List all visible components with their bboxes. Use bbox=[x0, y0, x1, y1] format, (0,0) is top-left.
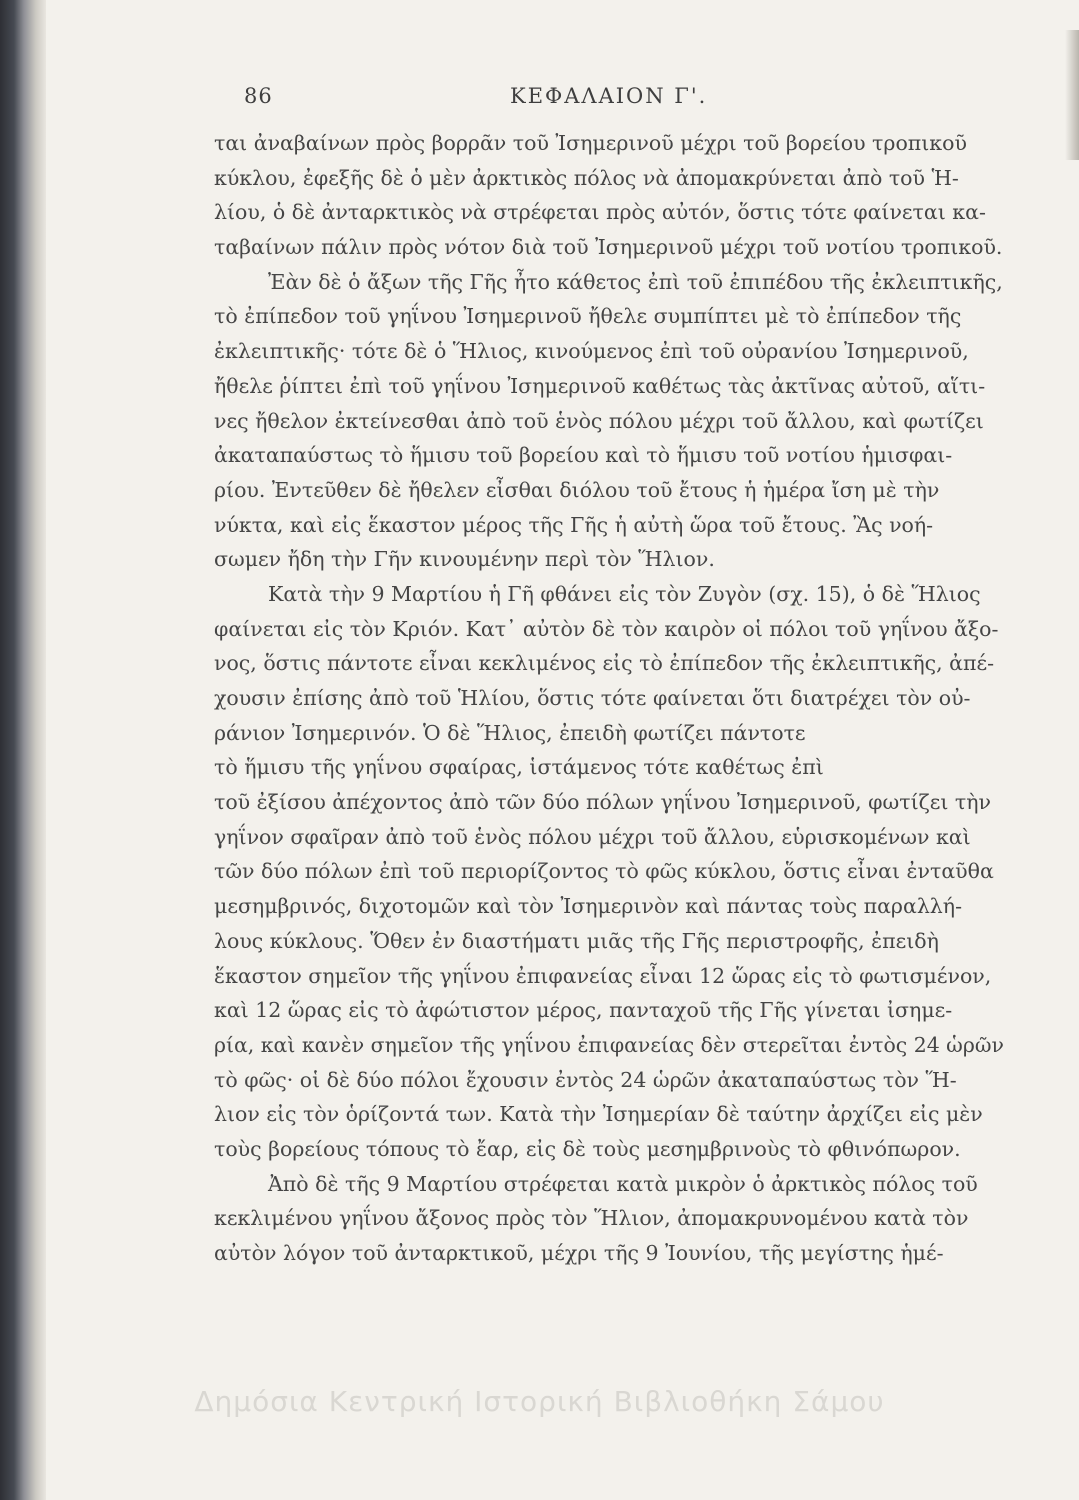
text-line: ἤθελε ῥίπτει ἐπὶ τοῦ γηΐνου Ἰσημερινοῦ καθέτως τὰς ἀκτῖνας αὐτοῦ, αἵτι- bbox=[214, 373, 986, 398]
text-line: αὐτὸν λόγον τοῦ ἀνταρκτικοῦ, μέχρι τῆς 9 Ἰουνίου, τῆς μεγίστης ἡμέ- bbox=[214, 1241, 944, 1265]
text-line: ἀκαταπαύστως τὸ ἥμισυ τοῦ βορείου καὶ τὸ ἥμισυ τοῦ νοτίου ἡμισφαι- bbox=[214, 443, 953, 468]
library-watermark: Δημόσια Κεντρική Ιστορική Βιβλιοθήκη Σάμου bbox=[194, 1385, 885, 1418]
text-line: ρία, καὶ κανὲν σημεῖον τῆς γηΐνου ἐπιφανείας δὲν στερεῖται ἐντὸς 24 ὡρῶν bbox=[214, 1032, 1004, 1057]
text-line: ἐκλειπτικῆς· τότε δὲ ὁ Ἥλιος, κινούμενος ἐπὶ τοῦ οὐρανίου Ἰσημερινοῦ, bbox=[214, 339, 969, 364]
text-line: νες ἤθελον ἐκτείνεσθαι ἀπὸ τοῦ ἑνὸς πόλου μέχρι τοῦ ἄλλου, καὶ φωτίζει bbox=[214, 408, 984, 433]
text-line: ράνιον Ἰσημερινόν. Ὁ δὲ Ἥλιος, ἐπειδὴ φωτίζει πάντοτε bbox=[214, 720, 806, 745]
text-line: τοῦ ἐξίσου ἀπέχοντος ἀπὸ τῶν δύο πόλων γηΐνου Ἰσημερινοῦ, φωτίζει τὴν bbox=[214, 790, 991, 815]
text-line: τῶν δύο πόλων ἐπὶ τοῦ περιορίζοντος τὸ φῶς κύκλου, ὅστις εἶναι ἐνταῦθα bbox=[214, 859, 994, 884]
page-number: 86 bbox=[244, 84, 273, 108]
text-line: κύκλου, ἐφεξῆς δὲ ὁ μὲν ἀρκτικὸς πόλος νὰ ἀπομακρύνεται ἀπὸ τοῦ Ἡ- bbox=[214, 165, 959, 190]
text-line: λιον εἰς τὸν ὁρίζοντά των. Κατὰ τὴν Ἰσημερίαν δὲ ταύτην ἀρχίζει εἰς μὲν bbox=[214, 1102, 983, 1127]
text-line: τὸ φῶς· οἱ δὲ δύο πόλοι ἔχουσιν ἐντὸς 24 ὡρῶν ἀκαταπαύστως τὸν Ἥ- bbox=[214, 1067, 957, 1092]
text-line: τοὺς βορείους τόπους τὸ ἔαρ, εἰς δὲ τοὺς μεσημβρινοὺς τὸ φθινόπωρον. bbox=[214, 1136, 961, 1161]
book-binding bbox=[0, 0, 46, 1500]
text-line: τὸ ἐπίπεδον τοῦ γηΐνου Ἰσημερινοῦ ἤθελε συμπίπτει μὲ τὸ ἐπίπεδον τῆς bbox=[214, 304, 962, 329]
text-line: ται ἀναβαίνων πρὸς βορρᾶν τοῦ Ἰσημερινοῦ μέχρι τοῦ βορείου τροπικοῦ bbox=[214, 131, 967, 155]
text-line: νος, ὅστις πάντοτε εἶναι κεκλιμένος εἰς τὸ ἐπίπεδον τῆς ἐκλειπτικῆς, ἀπέ- bbox=[214, 651, 995, 676]
text-line: Κατὰ τὴν 9 Μαρτίου ἡ Γῆ φθάνει εἰς τὸν Ζυγὸν (σχ. 15), ὁ δὲ Ἥλιος bbox=[268, 581, 981, 606]
text-line: λίου, ὁ δὲ ἀνταρκτικὸς νὰ στρέφεται πρὸς αὐτόν, ὅστις τότε φαίνεται κα- bbox=[214, 200, 986, 225]
text-line: τὸ ἥμισυ τῆς γηΐνου σφαίρας, ἱστάμενος τότε καθέτως ἐπὶ bbox=[214, 755, 824, 780]
text-line: Ἀπὸ δὲ τῆς 9 Μαρτίου στρέφεται κατὰ μικρὸν ὁ ἀρκτικὸς πόλος τοῦ bbox=[268, 1171, 978, 1196]
text-line: καὶ 12 ὥρας εἰς τὸ ἀφώτιστον μέρος, πανταχοῦ τῆς Γῆς γίνεται ἰσημε- bbox=[214, 998, 953, 1023]
text-line: νύκτα, καὶ εἰς ἕκαστον μέρος τῆς Γῆς ἡ αὐτὴ ὥρα τοῦ ἔτους. Ἂς νοή- bbox=[214, 512, 934, 537]
page-edge-shadow bbox=[1065, 30, 1079, 160]
text-line: λους κύκλους. Ὅθεν ἐν διαστήματι μιᾶς τῆς Γῆς περιστροφῆς, ἐπειδὴ bbox=[214, 928, 939, 953]
text-line: φαίνεται εἰς τὸν Κριόν. Κατ᾽ αὐτὸν δὲ τὸν καιρὸν οἱ πόλοι τοῦ γηΐνου ἄξο- bbox=[214, 616, 999, 641]
text-line: γηΐνον σφαῖραν ἀπὸ τοῦ ἑνὸς πόλου μέχρι τοῦ ἄλλου, εὑρισκομένων καὶ bbox=[214, 824, 971, 849]
text-line: σωμεν ἤδη τὴν Γῆν κινουμένην περὶ τὸν Ἥλιον. bbox=[214, 547, 715, 572]
text-line: μεσημβρινός, διχοτομῶν καὶ τὸν Ἰσημερινὸν καὶ πάντας τοὺς παραλλή- bbox=[214, 894, 963, 919]
text-line: ρίου. Ἐντεῦθεν δὲ ἤθελεν εἶσθαι διόλου τοῦ ἔτους ἡ ἡμέρα ἴση μὲ τὴν bbox=[214, 477, 940, 502]
text-line: κεκλιμένου γηΐνου ἄξονος πρὸς τὸν Ἥλιον, ἀπομακρυνομένου κατὰ τὸν bbox=[214, 1206, 969, 1231]
text-line: ἕκαστον σημεῖον τῆς γηΐνου ἐπιφανείας εἶναι 12 ὥρας εἰς τὸ φωτισμένον, bbox=[214, 963, 992, 988]
body-text bbox=[214, 126, 1004, 1271]
text-line: Ἐὰν δὲ ὁ ἄξων τῆς Γῆς ἦτο κάθετος ἐπὶ τοῦ ἐπιπέδου τῆς ἐκλειπτικῆς, bbox=[268, 269, 1003, 294]
running-head: ΚΕΦΑΛΑΙΟΝ Γ'. bbox=[510, 84, 708, 108]
page-header bbox=[244, 78, 1024, 114]
text-line: ταβαίνων πάλιν πρὸς νότον διὰ τοῦ Ἰσημερινοῦ μέχρι τοῦ νοτίου τροπικοῦ. bbox=[214, 235, 1003, 260]
text-line: χουσιν ἐπίσης ἀπὸ τοῦ Ἡλίου, ὅστις τότε φαίνεται ὅτι διατρέχει τὸν οὐ- bbox=[214, 686, 971, 710]
